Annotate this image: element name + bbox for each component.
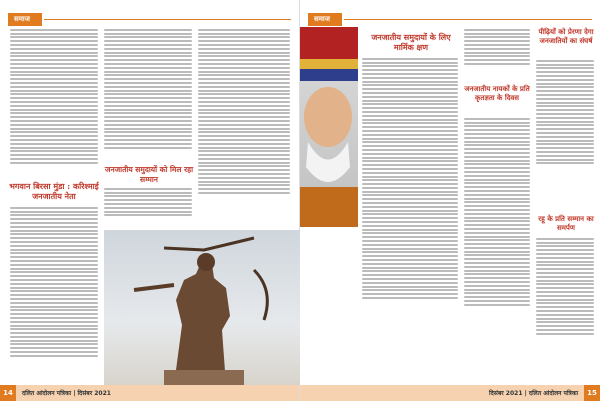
- right-column-3-text: [536, 58, 594, 208]
- left-column-3-text: [198, 27, 290, 227]
- section-rule: [344, 19, 592, 20]
- leader-illustration: [300, 27, 358, 227]
- right-heading-gratitude: जनजातीय नायकों के प्रति कृतज्ञता के दिवस: [464, 84, 530, 102]
- left-footer: [0, 385, 299, 401]
- left-heading-birsa-munda: भगवान बिरसा मुंडा : करिश्माई जनजातीय नेता: [9, 181, 99, 201]
- section-label: समाज: [308, 13, 342, 26]
- left-column-1-text: [10, 27, 98, 177]
- right-heading-moment: जनजातीय समुदायों के लिए मार्मिक क्षण: [371, 32, 451, 52]
- right-footer: [300, 385, 600, 401]
- right-page-number: 15: [584, 385, 600, 401]
- right-column-1-text: [362, 56, 458, 381]
- right-column-3-text-lower: [536, 236, 594, 381]
- statue-photo: [104, 230, 300, 385]
- left-heading-honour: जनजातीय समुदायों को मिल रहा सम्मान: [104, 165, 194, 184]
- section-label: समाज: [8, 13, 42, 26]
- left-footer-text: दलित आंदोलन पत्रिका | दिसंबर 2021: [16, 385, 299, 401]
- right-heading-inspiration: पीढ़ियों को प्रेरणा देगा जनजातियों का संघर्ष: [538, 27, 594, 45]
- left-column-2-text: [104, 27, 192, 162]
- right-heading-respect: रहू के प्रति सम्मान का समर्पण: [538, 214, 594, 232]
- left-page-number: 14: [0, 385, 16, 401]
- statue-illustration: [104, 230, 300, 385]
- right-column-2-text: [464, 27, 530, 87]
- right-page: [300, 0, 600, 401]
- section-rule: [44, 19, 291, 20]
- right-column-2-text-lower: [464, 116, 530, 381]
- left-column-1-text-lower: [10, 205, 98, 377]
- leader-photo: [300, 27, 358, 227]
- left-column-2-text-lower: [104, 186, 192, 228]
- right-footer-text: दिसंबर 2021 | दलित आंदोलन पत्रिका: [300, 385, 584, 401]
